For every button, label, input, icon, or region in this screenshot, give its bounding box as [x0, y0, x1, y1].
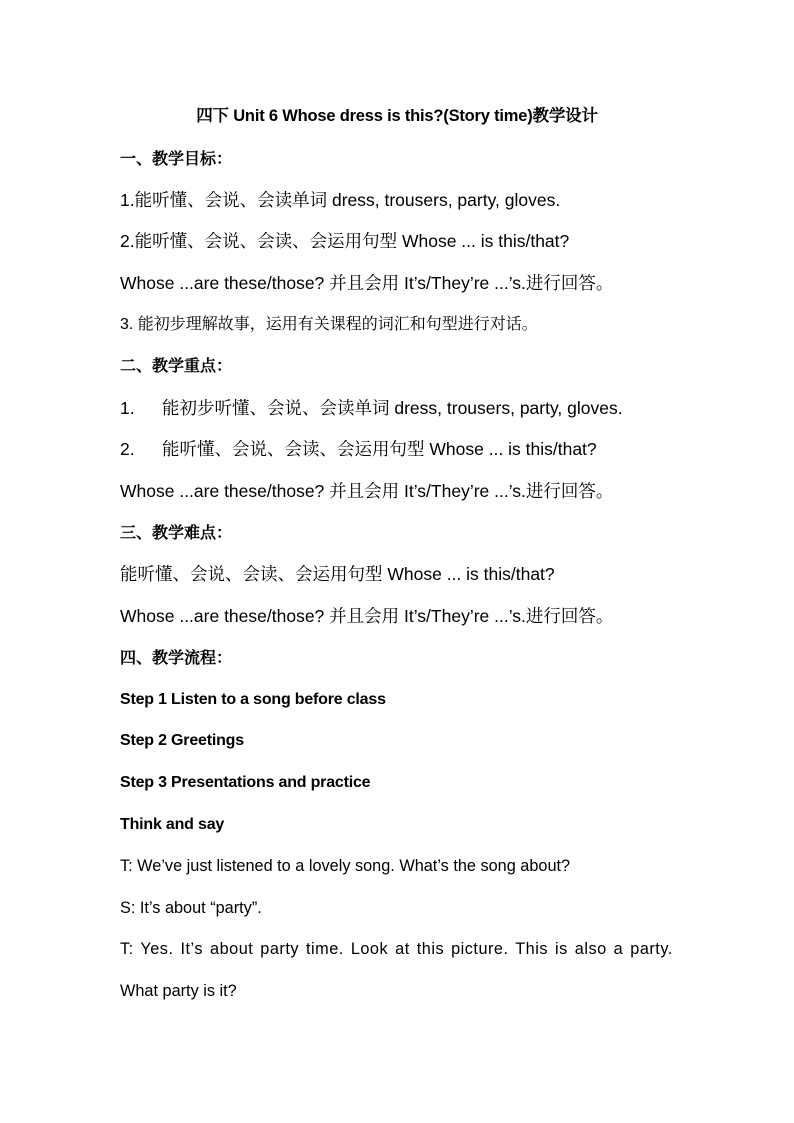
difficulty-line-2: Whose ...are these/those? 并且会用 It’s/They’re ...’s.进行回答。 — [120, 606, 614, 626]
key-point-item-1-number: 1. — [120, 398, 135, 418]
document-title: 四下 Unit 6 Whose dress is this?(Story time)教学设计 — [196, 107, 598, 125]
objective-item-1: 1.能听懂、会说、会读单词 dress, trousers, party, gloves. — [120, 190, 561, 210]
dialogue-line: What party is it? — [120, 982, 237, 1000]
procedure-step-1: Step 1 Listen to a song before class — [120, 691, 386, 708]
key-point-item-2-text: 能听懂、会说、会读、会运用句型 Whose ... is this/that? — [162, 439, 597, 459]
objective-item-2-line-2: Whose ...are these/those? 并且会用 It’s/They’re ...’s.进行回答。 — [120, 273, 614, 293]
key-point-item-1-text: 能初步听懂、会说、会读单词 dress, trousers, party, gloves. — [162, 398, 623, 418]
key-point-item-1 — [120, 400, 623, 418]
key-point-item-2 — [120, 441, 597, 459]
difficulty-line-1: 能听懂、会说、会读、会运用句型 Whose ... is this/that? — [120, 564, 555, 584]
procedure-step-3: Step 3 Presentations and practice — [120, 774, 371, 791]
key-point-item-2-line-2: Whose ...are these/those? 并且会用 It’s/They’re ...’s.进行回答。 — [120, 481, 614, 501]
section-heading-difficulties: 三、教学难点： — [120, 523, 233, 542]
dialogue-line: T: Yes. It’s about party time. Look at this picture. This is also a party. — [120, 940, 673, 958]
dialogue-line: T: We’ve just listened to a lovely song. What’s the song about? — [120, 857, 571, 875]
procedure-subheading: Think and say — [120, 816, 225, 833]
procedure-step-2: Step 2 Greetings — [120, 732, 244, 749]
dialogue-line: S: It’s about “party”. — [120, 899, 262, 917]
section-heading-objectives: 一、教学目标： — [120, 149, 233, 168]
section-heading-procedure: 四、教学流程： — [120, 648, 233, 667]
objective-item-2-line-1: 2.能听懂、会说、会读、会运用句型 Whose ... is this/that? — [120, 231, 570, 251]
key-point-item-2-number: 2. — [120, 439, 135, 459]
objective-item-3: 3. 能初步理解故事，运用有关课程的词汇和句型进行对话。 — [120, 316, 538, 333]
section-heading-key-points: 二、教学重点： — [120, 356, 233, 375]
